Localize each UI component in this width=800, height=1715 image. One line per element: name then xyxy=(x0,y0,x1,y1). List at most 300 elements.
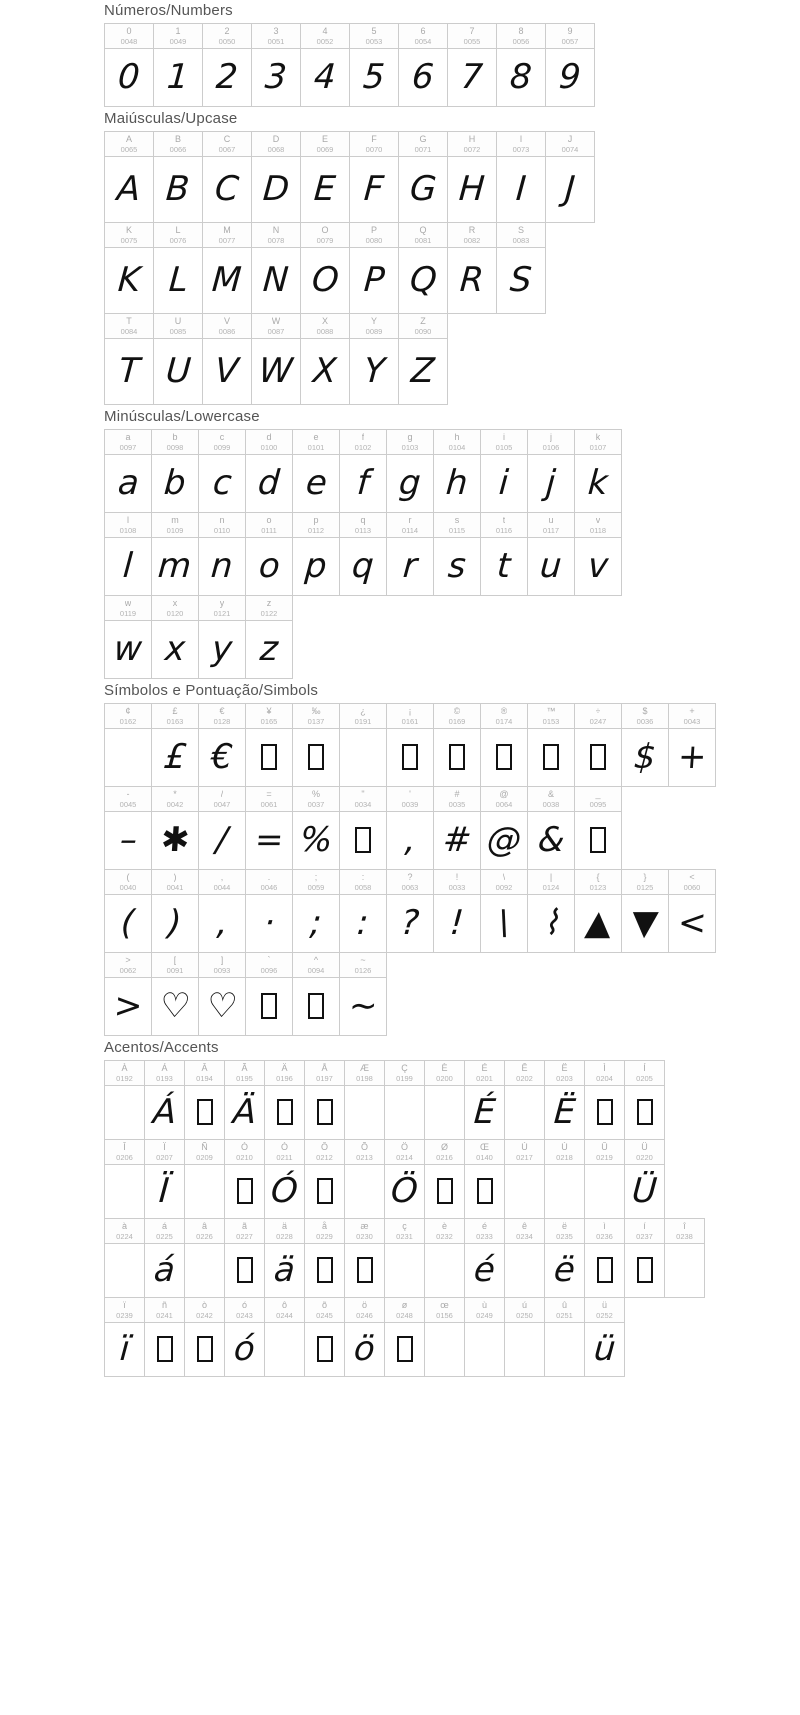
glyph-cell-header xyxy=(305,1140,344,1165)
glyph-char-label: d xyxy=(266,431,272,442)
glyph-cell[interactable] xyxy=(104,222,154,314)
glyph-cell[interactable] xyxy=(621,869,669,953)
glyph-cell[interactable] xyxy=(398,131,448,223)
glyph-char-label: X xyxy=(321,315,328,326)
glyph-cell[interactable] xyxy=(527,869,575,953)
glyph-cell[interactable] xyxy=(224,1060,265,1140)
glyph-cell[interactable] xyxy=(151,703,199,787)
glyph-code-label: 0196 xyxy=(276,1073,293,1083)
glyph-sample: r xyxy=(401,545,419,586)
glyph-cell[interactable] xyxy=(292,952,340,1036)
glyph-cell[interactable] xyxy=(386,869,434,953)
glyph-char-label: P xyxy=(370,224,377,235)
glyph-cell[interactable] xyxy=(384,1218,425,1298)
glyph-cell[interactable] xyxy=(398,313,448,405)
glyph-preview xyxy=(585,1244,624,1297)
glyph-char-label: i xyxy=(503,431,505,442)
glyph-code-label: 0248 xyxy=(396,1310,413,1320)
glyph-cell-header xyxy=(154,24,202,49)
glyph-cell-header xyxy=(265,1219,304,1244)
glyph-sample: ) xyxy=(166,902,184,943)
glyph-code-label: 0126 xyxy=(354,965,372,975)
glyph-cell-header xyxy=(105,223,153,248)
glyph-cell[interactable] xyxy=(624,1218,665,1298)
glyph-cell-header xyxy=(152,513,198,538)
glyph-cell-header xyxy=(575,787,621,812)
glyph-cell[interactable] xyxy=(584,1139,625,1219)
glyph-cell-header xyxy=(340,704,386,729)
glyph-char-label: G xyxy=(419,133,427,144)
glyph-preview xyxy=(340,812,386,869)
glyph-preview xyxy=(305,1086,344,1139)
glyph-preview xyxy=(505,1244,544,1297)
glyph-cell[interactable] xyxy=(198,952,246,1036)
glyph-code-label: 0087 xyxy=(267,326,285,336)
glyph-code-label: 0238 xyxy=(676,1231,693,1241)
glyph-cell[interactable] xyxy=(344,1060,385,1140)
glyph-cell[interactable] xyxy=(224,1139,265,1219)
glyph-cell[interactable] xyxy=(151,429,199,513)
glyph-char-label: \ xyxy=(502,871,506,882)
glyph-cell[interactable] xyxy=(504,1297,545,1377)
glyph-cell[interactable] xyxy=(527,703,575,787)
glyph-cell[interactable] xyxy=(344,1297,385,1377)
glyph-code-label: 0060 xyxy=(683,882,701,892)
glyph-cell[interactable] xyxy=(339,429,387,513)
glyph-code-label: 0103 xyxy=(401,442,419,452)
glyph-cell[interactable] xyxy=(104,429,152,513)
glyph-cell[interactable] xyxy=(292,786,340,870)
glyph-cell[interactable] xyxy=(251,313,301,405)
glyph-cell[interactable] xyxy=(464,1060,505,1140)
missing-glyph-box-icon xyxy=(637,1099,653,1125)
glyph-cell-header xyxy=(434,870,480,895)
glyph-cell[interactable] xyxy=(104,786,152,870)
glyph-code-label: 0045 xyxy=(119,799,137,809)
glyph-cell-header xyxy=(465,1140,504,1165)
glyph-char-label: 9 xyxy=(567,25,573,36)
glyph-cell[interactable] xyxy=(339,952,387,1036)
glyph-cell[interactable] xyxy=(621,703,669,787)
glyph-cell[interactable] xyxy=(184,1139,225,1219)
glyph-grid xyxy=(104,429,800,679)
glyph-cell[interactable] xyxy=(464,1218,505,1298)
glyph-cell[interactable] xyxy=(104,512,152,596)
glyph-cell[interactable] xyxy=(504,1139,545,1219)
glyph-cell[interactable] xyxy=(104,1139,145,1219)
glyph-cell[interactable] xyxy=(624,1060,665,1140)
glyph-cell[interactable] xyxy=(198,703,246,787)
glyph-cell-header xyxy=(293,430,339,455)
glyph-cell[interactable] xyxy=(398,222,448,314)
glyph-code-label: 0056 xyxy=(512,36,530,46)
glyph-cell-header xyxy=(105,1061,144,1086)
glyph-preview xyxy=(293,895,339,952)
glyph-cell[interactable] xyxy=(349,313,399,405)
glyph-cell[interactable] xyxy=(544,1139,585,1219)
glyph-cell[interactable] xyxy=(344,1218,385,1298)
glyph-cell[interactable] xyxy=(245,952,293,1036)
glyph-cell[interactable] xyxy=(339,786,387,870)
glyph-cell-header xyxy=(154,314,202,339)
glyph-cell[interactable] xyxy=(304,1060,345,1140)
glyph-preview xyxy=(105,339,153,404)
glyph-cell[interactable] xyxy=(480,703,528,787)
glyph-code-label: 0137 xyxy=(307,716,325,726)
glyph-cell[interactable] xyxy=(144,1139,185,1219)
glyph-cell[interactable] xyxy=(104,131,154,223)
glyph-cell[interactable] xyxy=(433,786,481,870)
glyph-grid xyxy=(104,131,800,405)
glyph-code-label: 0091 xyxy=(166,965,184,975)
glyph-cell[interactable] xyxy=(292,869,340,953)
glyph-preview xyxy=(203,339,251,404)
glyph-cell[interactable] xyxy=(527,429,575,513)
glyph-cell-header xyxy=(246,870,292,895)
glyph-cell[interactable] xyxy=(144,1297,185,1377)
glyph-preview xyxy=(246,729,292,786)
glyph-cell[interactable] xyxy=(300,313,350,405)
glyph-cell[interactable] xyxy=(198,429,246,513)
glyph-cell[interactable] xyxy=(433,703,481,787)
glyph-sample: ▲ xyxy=(583,902,613,943)
glyph-code-label: 0203 xyxy=(556,1073,573,1083)
glyph-cell[interactable] xyxy=(251,222,301,314)
glyph-sample: ä xyxy=(272,1249,297,1290)
glyph-code-label: 0111 xyxy=(261,525,277,535)
glyph-cell[interactable] xyxy=(104,869,152,953)
glyph-preview xyxy=(225,1086,264,1139)
glyph-code-label: 0063 xyxy=(401,882,419,892)
glyph-cell[interactable] xyxy=(184,1297,225,1377)
glyph-char-label: ® xyxy=(500,705,508,716)
section-symbols xyxy=(0,682,800,1036)
glyph-cell[interactable] xyxy=(184,1060,225,1140)
glyph-cell[interactable] xyxy=(264,1139,305,1219)
glyph-code-label: 0251 xyxy=(556,1310,573,1320)
glyph-preview xyxy=(246,621,292,678)
glyph-cell[interactable] xyxy=(151,869,199,953)
glyph-code-label: 0082 xyxy=(463,235,481,245)
glyph-code-label: 0205 xyxy=(636,1073,653,1083)
glyph-sample: Z xyxy=(409,350,437,391)
glyph-cell-header xyxy=(575,513,621,538)
glyph-cell[interactable] xyxy=(251,23,301,107)
glyph-cell[interactable] xyxy=(584,1297,625,1377)
glyph-code-label: 0125 xyxy=(636,882,654,892)
glyph-char-label: ` xyxy=(267,954,271,965)
glyph-cell[interactable] xyxy=(574,869,622,953)
glyph-sample: , xyxy=(403,819,417,860)
glyph-cell[interactable] xyxy=(424,1060,465,1140)
glyph-char-label: Ã xyxy=(241,1062,248,1073)
glyph-cell[interactable] xyxy=(584,1060,625,1140)
glyph-cell[interactable] xyxy=(300,23,350,107)
glyph-char-label: , xyxy=(220,871,224,882)
glyph-char-label: Ö xyxy=(400,1141,408,1152)
glyph-code-label: 0042 xyxy=(166,799,184,809)
glyph-cell[interactable] xyxy=(104,595,152,679)
glyph-sample: k xyxy=(586,462,610,503)
glyph-cell[interactable] xyxy=(104,1218,145,1298)
glyph-cell[interactable] xyxy=(574,512,622,596)
glyph-cell[interactable] xyxy=(447,23,497,107)
glyph-char-label: Q xyxy=(419,224,427,235)
glyph-cell[interactable] xyxy=(433,869,481,953)
glyph-cell[interactable] xyxy=(104,1060,145,1140)
glyph-preview xyxy=(385,1323,424,1376)
glyph-cell[interactable] xyxy=(447,222,497,314)
glyph-cell[interactable] xyxy=(153,131,203,223)
glyph-cell[interactable] xyxy=(398,23,448,107)
glyph-cell[interactable] xyxy=(480,869,528,953)
glyph-preview xyxy=(481,538,527,595)
glyph-cell[interactable] xyxy=(198,869,246,953)
glyph-char-label: ù xyxy=(481,1299,487,1310)
glyph-cell[interactable] xyxy=(527,786,575,870)
glyph-cell[interactable] xyxy=(480,512,528,596)
glyph-cell-header xyxy=(105,430,151,455)
glyph-cell[interactable] xyxy=(144,1218,185,1298)
glyph-cell[interactable] xyxy=(245,786,293,870)
glyph-cell[interactable] xyxy=(496,222,546,314)
glyph-cell[interactable] xyxy=(198,595,246,679)
glyph-cell[interactable] xyxy=(574,703,622,787)
glyph-cell[interactable] xyxy=(544,1218,585,1298)
glyph-preview xyxy=(528,812,574,869)
glyph-cell[interactable] xyxy=(300,222,350,314)
glyph-cell[interactable] xyxy=(202,131,252,223)
glyph-cell[interactable] xyxy=(144,1060,185,1140)
glyph-cell[interactable] xyxy=(527,512,575,596)
glyph-code-label: 0057 xyxy=(561,36,579,46)
glyph-char-label: U xyxy=(174,315,182,326)
glyph-sample: I xyxy=(514,168,528,209)
glyph-cell-header xyxy=(545,1140,584,1165)
glyph-cell[interactable] xyxy=(424,1139,465,1219)
glyph-sample: Q xyxy=(408,259,438,300)
glyph-cell-header xyxy=(425,1298,464,1323)
glyph-sample: Ó xyxy=(269,1170,300,1211)
glyph-cell[interactable] xyxy=(245,703,293,787)
glyph-cell[interactable] xyxy=(664,1218,705,1298)
glyph-cell[interactable] xyxy=(202,222,252,314)
glyph-code-label: 0098 xyxy=(166,442,184,452)
glyph-cell-header xyxy=(152,704,198,729)
glyph-code-label: 0100 xyxy=(260,442,278,452)
glyph-cell[interactable] xyxy=(339,869,387,953)
glyph-cell[interactable] xyxy=(202,23,252,107)
glyph-cell-header xyxy=(528,870,574,895)
glyph-cell[interactable] xyxy=(339,512,387,596)
glyph-code-label: 0250 xyxy=(516,1310,533,1320)
glyph-cell-header xyxy=(505,1219,544,1244)
glyph-cell-header xyxy=(545,1298,584,1323)
glyph-cell[interactable] xyxy=(151,952,199,1036)
glyph-cell[interactable] xyxy=(264,1297,305,1377)
glyph-code-label: 0075 xyxy=(120,235,138,245)
glyph-cell[interactable] xyxy=(245,512,293,596)
glyph-cell[interactable] xyxy=(480,429,528,513)
glyph-cell[interactable] xyxy=(153,222,203,314)
glyph-cell-header xyxy=(145,1298,184,1323)
glyph-preview xyxy=(585,1086,624,1139)
glyph-cell-header xyxy=(481,787,527,812)
glyph-char-label: Œ xyxy=(480,1141,489,1152)
glyph-code-label: 0086 xyxy=(218,326,236,336)
glyph-cell[interactable] xyxy=(292,512,340,596)
glyph-preview xyxy=(385,1244,424,1297)
glyph-cell[interactable] xyxy=(545,131,595,223)
glyph-char-label: £ xyxy=(172,705,178,716)
glyph-cell[interactable] xyxy=(384,1297,425,1377)
glyph-cell[interactable] xyxy=(386,786,434,870)
glyph-char-label: o xyxy=(266,514,272,525)
glyph-char-label: 8 xyxy=(518,25,524,36)
glyph-cell[interactable] xyxy=(292,429,340,513)
section-title: Símbolos e Pontuação/Simbols xyxy=(104,682,319,699)
glyph-preview xyxy=(625,1244,664,1297)
glyph-cell[interactable] xyxy=(153,23,203,107)
glyph-sample: n xyxy=(209,545,235,586)
glyph-cell[interactable] xyxy=(104,23,154,107)
glyph-cell[interactable] xyxy=(245,869,293,953)
glyph-cell[interactable] xyxy=(151,786,199,870)
glyph-cell[interactable] xyxy=(480,786,528,870)
glyph-cell[interactable] xyxy=(153,313,203,405)
glyph-preview xyxy=(154,157,202,222)
glyph-sample: e xyxy=(304,462,328,503)
glyph-cell[interactable] xyxy=(574,786,622,870)
glyph-cell[interactable] xyxy=(151,595,199,679)
glyph-preview xyxy=(465,1165,504,1218)
glyph-cell[interactable] xyxy=(545,23,595,107)
glyph-cell[interactable] xyxy=(496,23,546,107)
glyph-cell[interactable] xyxy=(386,429,434,513)
glyph-cell[interactable] xyxy=(198,786,246,870)
glyph-cell[interactable] xyxy=(464,1139,505,1219)
glyph-cell[interactable] xyxy=(544,1060,585,1140)
glyph-cell[interactable] xyxy=(202,313,252,405)
glyph-cell[interactable] xyxy=(624,1139,665,1219)
glyph-cell[interactable] xyxy=(386,703,434,787)
glyph-cell[interactable] xyxy=(424,1218,465,1298)
glyph-sample: ó xyxy=(232,1328,257,1369)
glyph-cell-header xyxy=(246,596,292,621)
glyph-code-label: 0033 xyxy=(448,882,466,892)
glyph-cell[interactable] xyxy=(447,131,497,223)
glyph-cell[interactable] xyxy=(384,1139,425,1219)
missing-glyph-box-icon xyxy=(637,1257,653,1283)
glyph-preview xyxy=(305,1323,344,1376)
glyph-cell[interactable] xyxy=(574,429,622,513)
glyph-cell-header xyxy=(350,24,398,49)
glyph-row xyxy=(104,595,800,679)
glyph-cell[interactable] xyxy=(304,1218,345,1298)
glyph-cell[interactable] xyxy=(264,1060,305,1140)
glyph-cell[interactable] xyxy=(668,703,716,787)
glyph-cell[interactable] xyxy=(104,952,152,1036)
glyph-cell[interactable] xyxy=(300,131,350,223)
glyph-char-label: Z xyxy=(420,315,426,326)
glyph-cell[interactable] xyxy=(386,512,434,596)
glyph-cell[interactable] xyxy=(104,1297,145,1377)
glyph-cell[interactable] xyxy=(151,512,199,596)
glyph-sample: s xyxy=(446,545,468,586)
glyph-cell[interactable] xyxy=(584,1218,625,1298)
glyph-cell[interactable] xyxy=(424,1297,465,1377)
glyph-sample: C xyxy=(213,168,241,209)
glyph-cell[interactable] xyxy=(198,512,246,596)
glyph-cell[interactable] xyxy=(384,1060,425,1140)
section-title: Acentos/Accents xyxy=(104,1039,219,1056)
missing-glyph-box-icon xyxy=(157,1336,173,1362)
glyph-code-label: 0120 xyxy=(166,608,184,618)
glyph-sample: V xyxy=(213,350,241,391)
glyph-cell[interactable] xyxy=(304,1297,345,1377)
glyph-preview xyxy=(301,248,349,313)
glyph-cell[interactable] xyxy=(339,703,387,787)
glyph-cell[interactable] xyxy=(464,1297,505,1377)
glyph-preview xyxy=(105,729,151,786)
glyph-char-label: + xyxy=(689,705,695,716)
glyph-char-label: Ø xyxy=(440,1141,448,1152)
glyph-char-label: - xyxy=(126,788,130,799)
glyph-cell-header xyxy=(199,430,245,455)
glyph-cell[interactable] xyxy=(264,1218,305,1298)
glyph-cell[interactable] xyxy=(292,703,340,787)
glyph-cell[interactable] xyxy=(245,429,293,513)
glyph-cell[interactable] xyxy=(304,1139,345,1219)
glyph-cell[interactable] xyxy=(504,1060,545,1140)
glyph-cell[interactable] xyxy=(349,23,399,107)
glyph-cell[interactable] xyxy=(251,131,301,223)
glyph-cell[interactable] xyxy=(224,1297,265,1377)
glyph-grid xyxy=(104,23,800,107)
glyph-cell-header xyxy=(385,1298,424,1323)
glyph-cell[interactable] xyxy=(104,703,152,787)
glyph-code-label: 0241 xyxy=(156,1310,173,1320)
glyph-cell[interactable] xyxy=(245,595,293,679)
glyph-cell[interactable] xyxy=(496,131,546,223)
glyph-char-label: ô xyxy=(281,1299,287,1310)
glyph-sample: L xyxy=(167,259,189,300)
glyph-char-label: ) xyxy=(173,871,177,882)
glyph-cell-header xyxy=(105,787,151,812)
glyph-cell-header xyxy=(625,1061,664,1086)
glyph-cell-header xyxy=(669,870,715,895)
glyph-cell[interactable] xyxy=(504,1218,545,1298)
glyph-cell[interactable] xyxy=(104,313,154,405)
glyph-code-label: 0080 xyxy=(365,235,383,245)
glyph-cell[interactable] xyxy=(433,512,481,596)
glyph-cell[interactable] xyxy=(184,1218,225,1298)
glyph-cell[interactable] xyxy=(668,869,716,953)
glyph-sample: a xyxy=(116,462,140,503)
glyph-cell-header xyxy=(340,953,386,978)
glyph-cell[interactable] xyxy=(349,222,399,314)
glyph-cell[interactable] xyxy=(344,1139,385,1219)
glyph-cell[interactable] xyxy=(544,1297,585,1377)
glyph-cell-header xyxy=(350,132,398,157)
glyph-cell[interactable] xyxy=(224,1218,265,1298)
glyph-sample: 8 xyxy=(508,56,534,97)
glyph-code-label: 0070 xyxy=(365,144,383,154)
glyph-cell-header xyxy=(152,953,198,978)
glyph-cell[interactable] xyxy=(433,429,481,513)
glyph-cell[interactable] xyxy=(349,131,399,223)
glyph-cell-header xyxy=(481,870,527,895)
